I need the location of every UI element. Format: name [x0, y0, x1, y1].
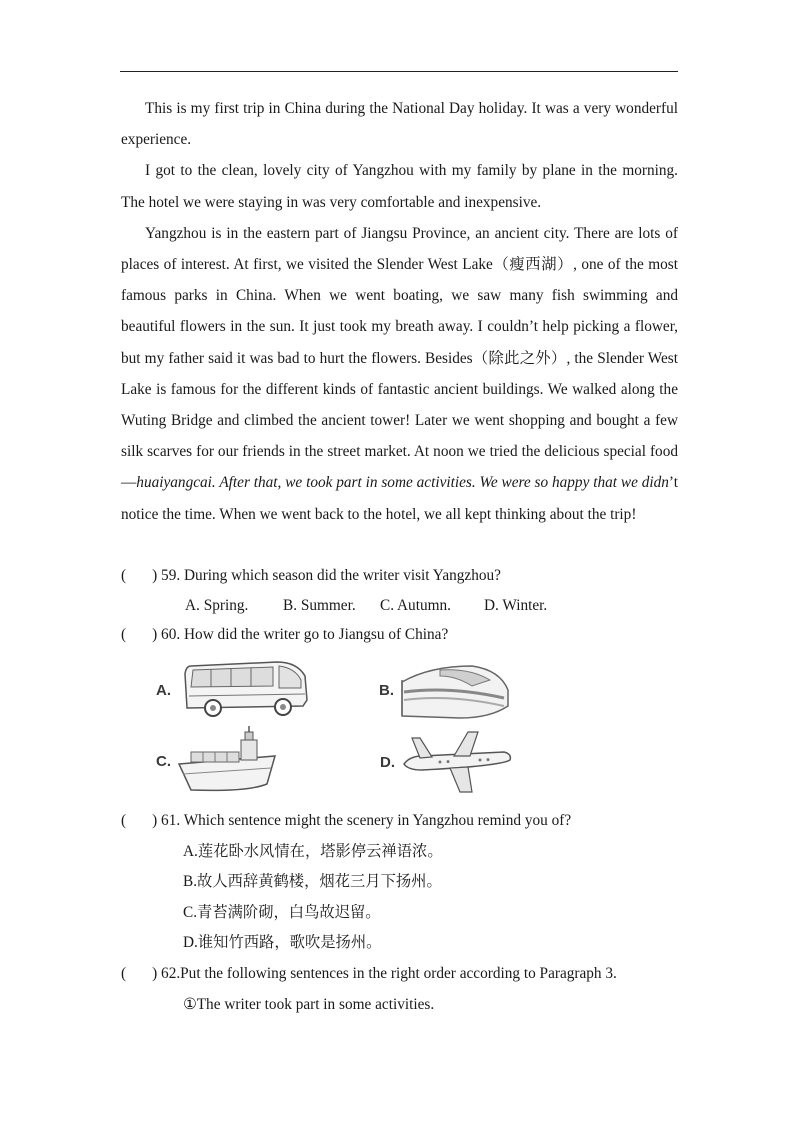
question-59-text: 59. During which season did the writer visit Yangzhou?: [161, 567, 501, 584]
paragraph-1: This is my first trip in China during the National Day holiday. It was a very wonderful experience.: [121, 100, 678, 149]
paragraph-3-italic: huaiyangcai. After that, we took part in some activities. We were so happy that we didn: [136, 474, 669, 492]
answer-paren-close: ): [152, 626, 158, 643]
answer-paren-open: (: [121, 812, 127, 829]
option-59-d: D. Winter.: [484, 597, 548, 614]
answer-paren-close: ): [152, 567, 158, 584]
paragraph-2: I got to the clean, lovely city of Yangzhou with my family by plane in the morning. The hotel we were staying in was very comfortable and inexpensive.: [121, 162, 678, 211]
option-61-b: B.故人西辞黄鹤楼，烟花三月下扬州。: [183, 873, 442, 890]
option-59-c: C. Autumn.: [380, 597, 451, 614]
question-62: [121, 964, 617, 984]
answer-paren-open: (: [121, 567, 127, 584]
question-59-options: [185, 596, 547, 616]
question-61-text: 61. Which sentence might the scenery in Yangzhou remind you of?: [161, 812, 572, 829]
question-59: [121, 566, 501, 586]
paragraph-3-part-a: Yangzhou is in the eastern part of Jiangsu Province, an ancient city. There are lots of places of interest. At first, we visited the Slender West Lake（瘦西湖）, one of the most famous parks in China. When we went boating, we saw many fish swimming and beautiful flowers in the sun. It just took my breath away. I couldn’t help picking a flower, but my father said it was bad to hurt the flowers. Besides（除此之外）, the Slender West Lake is famous for the different kinds of fantastic ancient buildings. We walked along the Wuting Bridge and climbed the ancient tower! Later we went shopping and bought a few silk scarves for our friends in the street market. At noon we tried the delicious special food—: [121, 224, 678, 492]
option-61-d: D.谁知竹西路，歌吹是扬州。: [183, 934, 382, 951]
question-60: [121, 625, 448, 645]
option-61-a: A.莲花卧水风情在，塔影停云禅语浓。: [183, 843, 443, 860]
question-62-text: 62.Put the following sentences in the right order according to Paragraph 3.: [161, 965, 617, 982]
option-60-d-letter: D.: [380, 754, 395, 771]
answer-paren-open: (: [121, 965, 127, 982]
bus-icon: [181, 656, 311, 718]
answer-paren-close: ): [152, 965, 158, 982]
option-60-a-letter: A.: [156, 682, 171, 699]
question-60-text: 60. How did the writer go to Jiangsu of China?: [161, 626, 449, 643]
paragraph-3: [121, 218, 678, 530]
question-62-item-1: ①The writer took part in some activities.: [183, 996, 435, 1013]
option-59-a: A. Spring.: [185, 597, 249, 614]
option-60-c-letter: C.: [156, 753, 171, 770]
plane-icon: [400, 730, 514, 794]
option-60-b-letter: B.: [379, 682, 394, 699]
ship-icon: [177, 726, 277, 794]
option-59-b: B. Summer.: [283, 597, 356, 614]
header-rule: [120, 71, 678, 72]
reading-passage: [121, 93, 678, 530]
question-61: [121, 811, 571, 831]
option-61-c: C.青苔满阶砌，白鸟故迟留。: [183, 904, 381, 921]
answer-paren-open: (: [121, 626, 127, 643]
paragraph-3-part-b: ’t notice the time. When we went back to the hotel, we all kept thinking about the trip!: [121, 474, 678, 523]
train-icon: [400, 662, 510, 720]
answer-paren-close: ): [152, 812, 158, 829]
